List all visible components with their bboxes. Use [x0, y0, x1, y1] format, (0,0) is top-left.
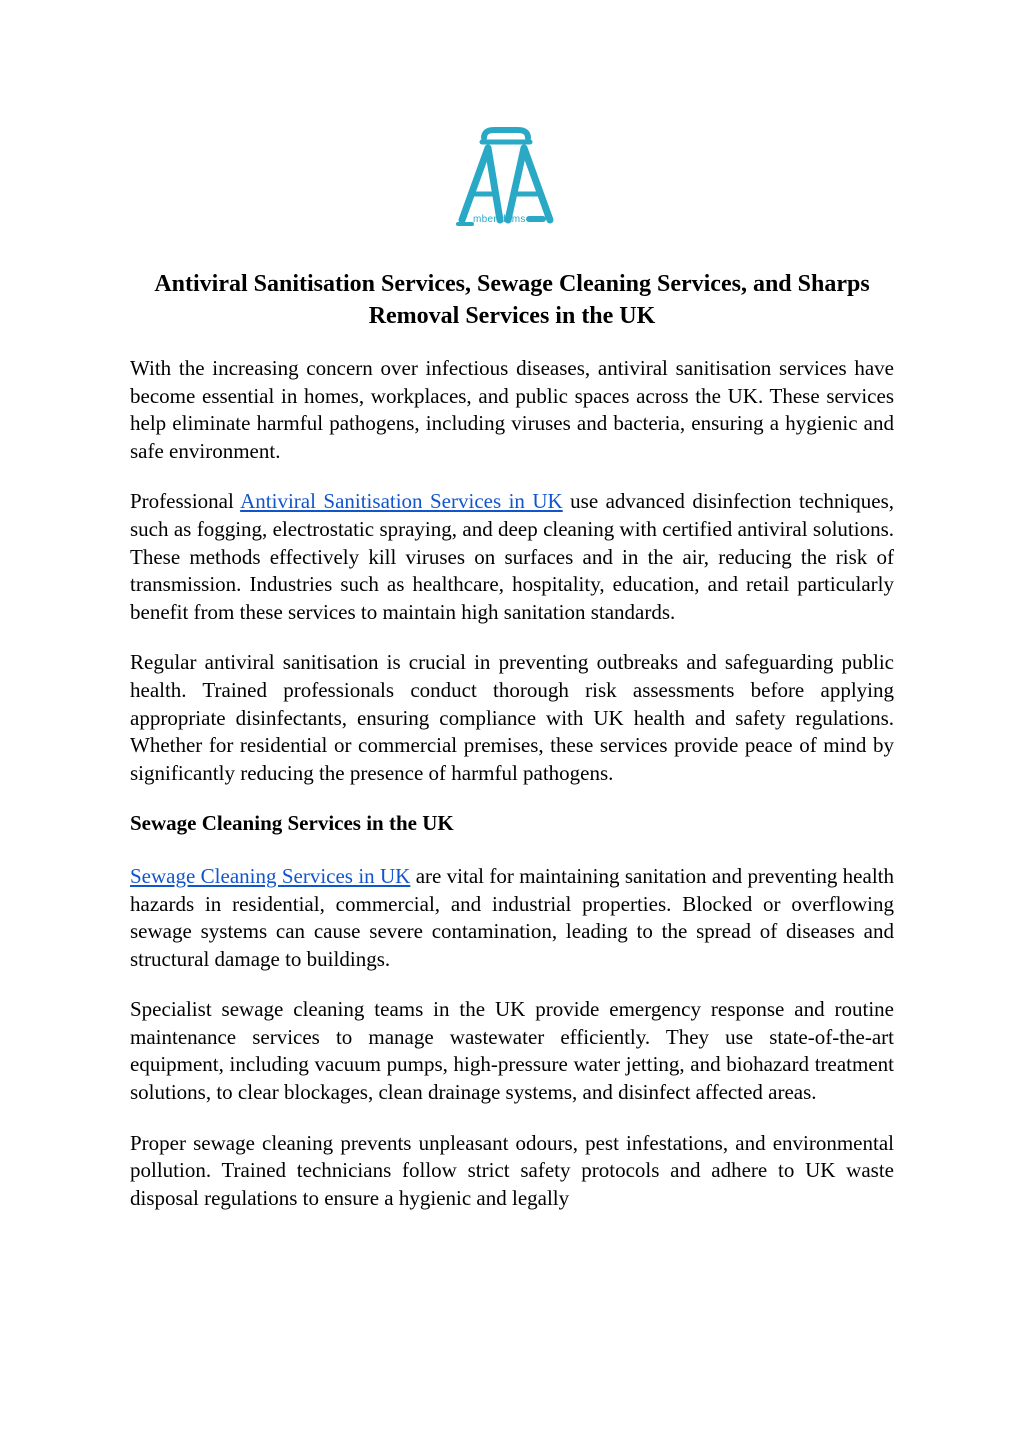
paragraph-sewage-prevention: Proper sewage cleaning prevents unpleasant odours, pest infestations, and environmental pollution. Trained technicians follow strict safety protocols and adhere to UK waste disposal regulations to ensure a hygienic and legally: [130, 1130, 894, 1210]
logo-wordmark: [473, 214, 546, 225]
logo-text-prefix: mber: [473, 214, 497, 225]
document-title: Antiviral Sanitisation Services, Sewage Cleaning Services, and Sharps Removal Services in the UK: [154, 271, 870, 329]
antiviral-services-link[interactable]: Antiviral Sanitisation Services in UK: [240, 489, 563, 514]
logo-text-main: dams: [500, 214, 526, 225]
document-body: [130, 355, 894, 1235]
paragraph-text: are vital for maintaining sanitation and preventing health hazards in residential, commercial, and industrial properties. Blocked or overflowing sewage systems can cause severe contamination, leading to the spread of diseases and structural damage to buildings.: [130, 863, 894, 971]
paragraph-text: use advanced disinfection techniques, such as fogging, electrostatic spraying, and deep cleaning with certified antiviral solutions. These methods effectively kill viruses on surfaces and in the air, reducing the risk of transmission. Industries such as healthcare, hospitality, education, and retail particularly benefit from these services to maintain high sanitation standards.: [130, 489, 894, 624]
sewage-services-link[interactable]: Sewage Cleaning Services in UK: [130, 863, 411, 888]
paragraph-intro: With the increasing concern over infectious diseases, antiviral sanitisation services have become essential in homes, workplaces, and public spaces across the UK. These services help eliminate harmful pathogens, including viruses and bacteria, ensuring a hygienic and safe environment.: [130, 356, 894, 463]
paragraph-sewage-teams: Specialist sewage cleaning teams in the UK provide emergency response and routine maintenance services to manage wastewater efficiently. They use state-of-the-art equipment, including vacuum pumps, high-pressure water jetting, and biohazard treatment solutions, to clear blockages, clean drainage systems, and disinfect affected areas.: [130, 997, 894, 1105]
paragraph-antiviral-techniques: [130, 488, 894, 626]
logo-badge: co.uk: [527, 216, 544, 222]
company-logo: [448, 126, 564, 232]
section-heading-sewage: Sewage Cleaning Services in the UK: [130, 811, 454, 836]
paragraph-text: Professional: [130, 489, 241, 514]
paragraph-sewage-intro: [130, 863, 894, 973]
paragraph-antiviral-importance: Regular antiviral sanitisation is crucial in preventing outbreaks and safeguarding public health. Trained professionals conduct thorough risk assessments before applying appropriate disinfectants, ensuring compliance with UK health and safety regulations. Whether for residential or commercial premises, these services provide peace of mind by significantly reducing the presence of harmful pathogens.: [130, 650, 894, 785]
